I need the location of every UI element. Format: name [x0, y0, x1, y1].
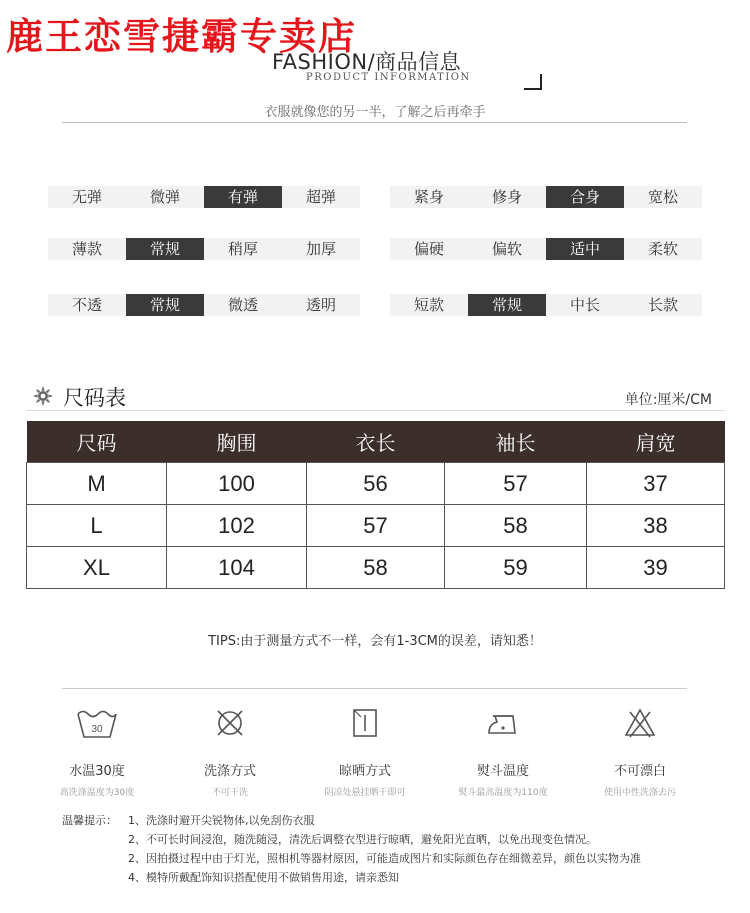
- attr-option: 偏硬: [390, 238, 468, 260]
- attr-group-softness: [390, 238, 702, 260]
- attr-option: 透明: [282, 294, 360, 316]
- table-cell: M: [27, 463, 167, 505]
- attr-option: 修身: [468, 186, 546, 208]
- care-item-bleach: [570, 706, 710, 798]
- column-header: 胸围: [167, 421, 307, 463]
- table-cell: 102: [167, 505, 307, 547]
- attr-option: 加厚: [282, 238, 360, 260]
- table-cell: 39: [587, 547, 725, 589]
- section-subtitle: PRODUCT INFORMATION: [306, 72, 471, 83]
- table-row: [27, 505, 725, 547]
- attr-option: 微透: [204, 294, 282, 316]
- notes-heading: 温馨提示：: [62, 814, 117, 827]
- care-label: 洗涤方式: [203, 764, 256, 779]
- attr-option: 偏软: [468, 238, 546, 260]
- divider: [62, 122, 687, 123]
- no-bleach-icon: [623, 706, 657, 740]
- table-cell: 104: [167, 547, 307, 589]
- line-dry-shade-icon: [348, 706, 382, 740]
- no-dry-clean-icon: [213, 706, 247, 740]
- care-item-water-temp: [27, 706, 167, 798]
- attr-option-selected: 适中: [546, 238, 624, 260]
- note-item: 2、因拍摄过程中由于灯光，照相机等器材原因，可能造成图片和实际颜色存在细微差异，颜色以实物为准: [128, 852, 641, 865]
- table-cell: L: [27, 505, 167, 547]
- attr-option: 无弹: [48, 186, 126, 208]
- note-item: 4、模特所戴配饰知识搭配使用不做销售用途，请亲悉知: [128, 871, 399, 884]
- iron-icon: [483, 706, 523, 740]
- column-header: 袖长: [445, 421, 587, 463]
- attr-option: 紧身: [390, 186, 468, 208]
- column-header: 肩宽: [587, 421, 725, 463]
- table-cell: 38: [587, 505, 725, 547]
- corner-bracket: [524, 74, 542, 90]
- attr-group-thickness: [48, 238, 360, 260]
- attr-group-fit: [390, 186, 702, 208]
- attr-option: 稍厚: [204, 238, 282, 260]
- table-cell: 56: [307, 463, 445, 505]
- care-label: 不可漂白: [613, 764, 666, 779]
- divider: [62, 688, 687, 689]
- gear-icon: [33, 386, 53, 406]
- attr-option: 短款: [390, 294, 468, 316]
- care-desc: 使用中性洗涤去污: [603, 788, 676, 798]
- table-cell: 57: [307, 505, 445, 547]
- care-notes: [62, 811, 641, 887]
- table-cell: 57: [445, 463, 587, 505]
- care-desc: 熨斗最高温度为110度: [458, 788, 548, 798]
- table-cell: 58: [307, 547, 445, 589]
- shop-watermark: 鹿王恋雪捷霸专卖店: [6, 14, 357, 58]
- care-label: 水温30度: [69, 764, 125, 779]
- svg-text:30: 30: [91, 724, 103, 735]
- attr-option: 薄款: [48, 238, 126, 260]
- column-header: 衣长: [307, 421, 445, 463]
- attr-group-length: [390, 294, 702, 316]
- column-header: 尺码: [27, 421, 167, 463]
- care-desc: 阴凉处悬挂晒干即可: [324, 788, 406, 798]
- slogan: 衣服就像您的另一半，了解之后再牵手: [264, 105, 486, 120]
- attr-option: 柔软: [624, 238, 702, 260]
- table-cell: 59: [445, 547, 587, 589]
- size-chart-title: 尺码表: [63, 386, 126, 410]
- table-cell: 100: [167, 463, 307, 505]
- table-row: [27, 547, 725, 589]
- attr-group-elasticity: [48, 186, 360, 208]
- care-label: 晾晒方式: [338, 764, 391, 779]
- attr-option-selected: 有弹: [204, 186, 282, 208]
- size-table: [26, 421, 725, 589]
- care-item-drying: [295, 706, 435, 798]
- attr-option-selected: 常规: [126, 238, 204, 260]
- size-unit: 单位:厘米/CM: [624, 392, 712, 408]
- attr-option: 中长: [546, 294, 624, 316]
- table-cell: 37: [587, 463, 725, 505]
- attr-option-selected: 合身: [546, 186, 624, 208]
- wash-30-icon: [74, 706, 120, 740]
- attr-option: 宽松: [624, 186, 702, 208]
- attr-option: 超弹: [282, 186, 360, 208]
- care-label: 熨斗温度: [476, 764, 529, 779]
- divider: [26, 410, 725, 411]
- table-row: [27, 463, 725, 505]
- table-cell: 58: [445, 505, 587, 547]
- care-item-iron: [433, 706, 573, 798]
- attr-option: 微弹: [126, 186, 204, 208]
- attr-group-transparency: [48, 294, 360, 316]
- attr-option: 长款: [624, 294, 702, 316]
- attr-option-selected: 常规: [468, 294, 546, 316]
- size-tips: TIPS:由于测量方式不一样，会有1-3CM的误差，请知悉！: [208, 634, 542, 649]
- table-header-row: [27, 421, 725, 463]
- table-cell: XL: [27, 547, 167, 589]
- care-desc: 高洗涤温度为30度: [59, 788, 135, 798]
- care-item-wash-method: [160, 706, 300, 798]
- note-item: 1、洗涤时避开尖锐物体,以免刮伤衣服: [128, 814, 315, 827]
- care-desc: 不可干洗: [211, 788, 248, 798]
- note-item: 2、不可长时间浸泡，随洗随浸，清洗后调整衣型进行晾晒，避免阳光直晒，以免出现变色情况。: [128, 833, 597, 846]
- section-title: FASHION/商品信息: [272, 50, 462, 74]
- attr-option: 不透: [48, 294, 126, 316]
- attr-option-selected: 常规: [126, 294, 204, 316]
